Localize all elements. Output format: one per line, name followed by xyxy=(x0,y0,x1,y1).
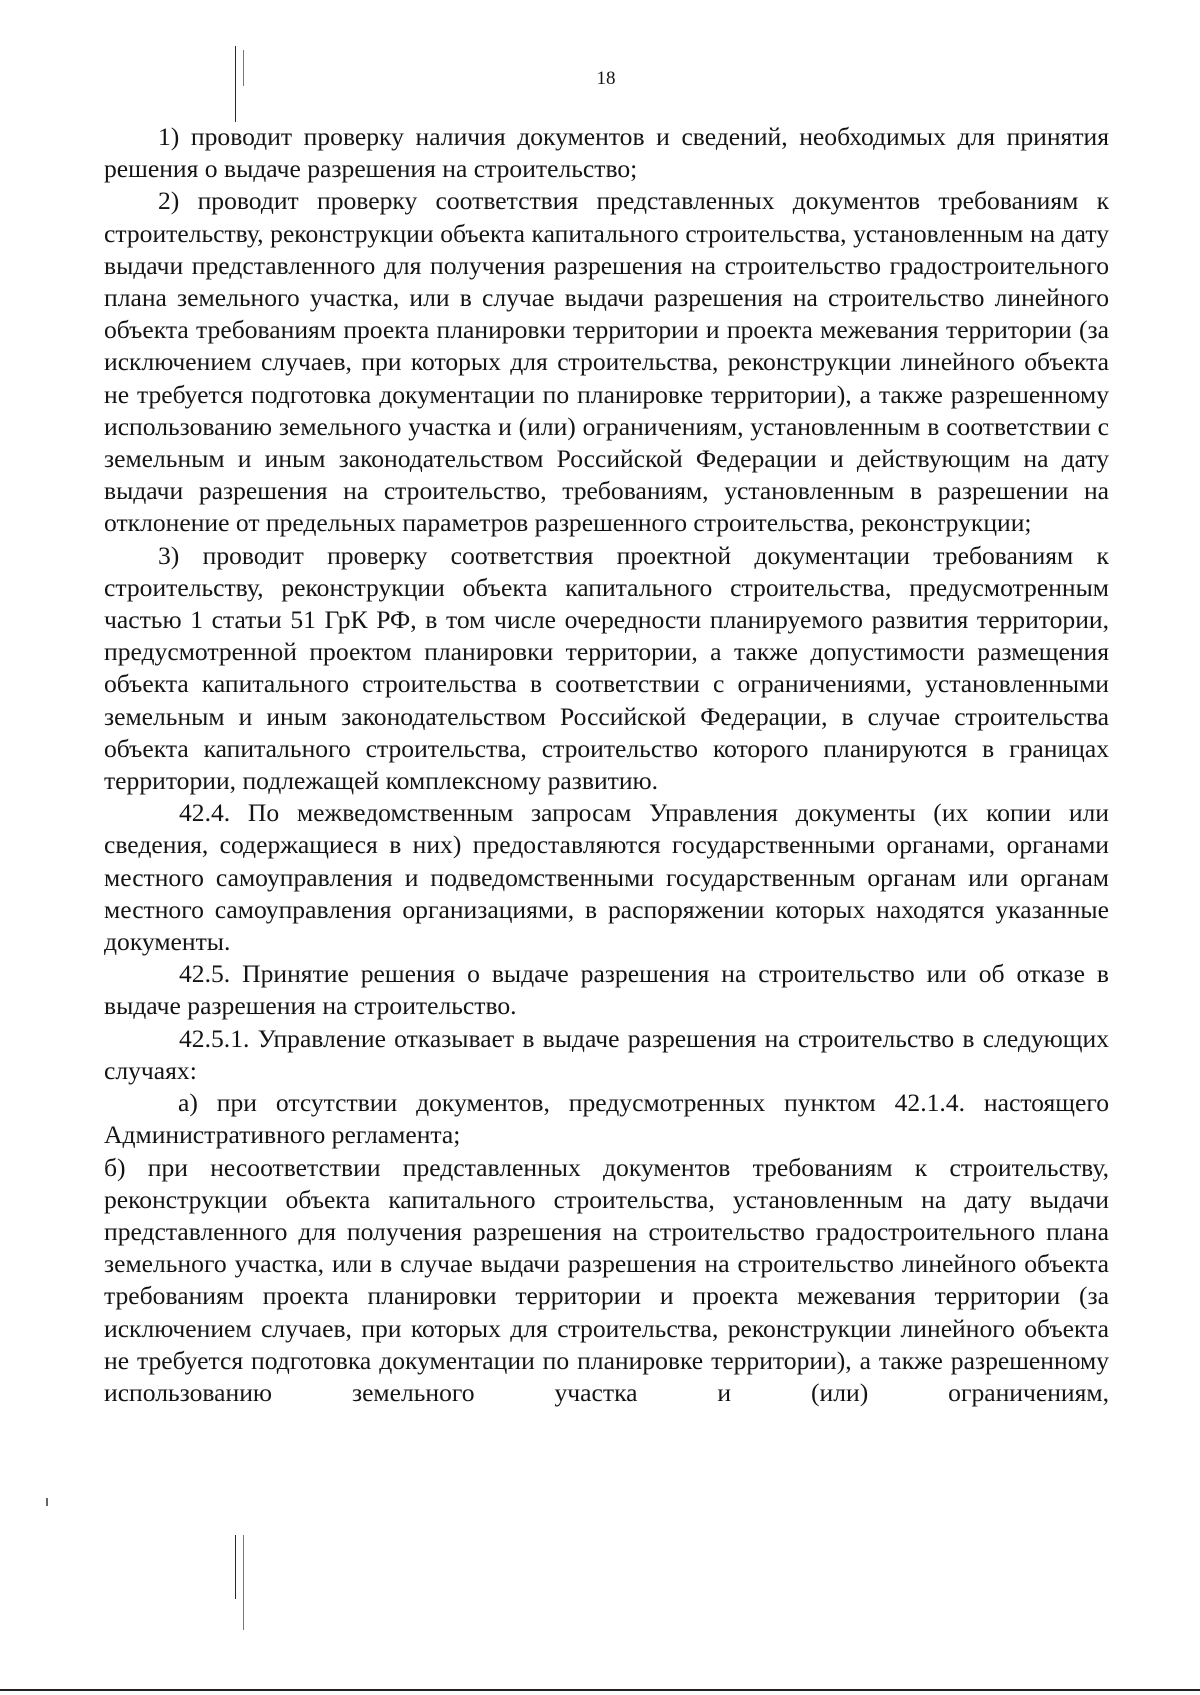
paragraph-item-2-verify-compliance: 2) проводит проверку соответствия представленных документов требованиям к строительству, реконструкции объекта капитального строительства, установленным на дату выдачи представленного для получения разрешения на строительство градостроительного плана земельного участка, или в случае выдачи разрешения на строительство линейного объекта требованиям проекта планировки территории и проекта межевания территории (за исключением случаев, при которых для строительства, реконструкции линейного объекта не требуется подготовка документации по планировке территории), а также разрешенному использованию земельного участка и (или) ограничениям, установленным в соответствии с земельным и иным законодательством Российской Федерации и действующим на дату выдачи разрешения на строительство, требованиям, установленным в разрешении на отклонение от предельных параметров разрешенного строительства, реконструкции; xyxy=(104,186,1109,538)
paragraph-item-1-verify-documents: 1) проводит проверку наличия документов и сведений, необходимых для принятия решения о выдаче разрешения на строительство; xyxy=(104,122,1109,184)
page-number: 18 xyxy=(596,68,616,89)
paragraph-subitem-a: а) при отсутствии документов, предусмотренных пунктом 42.1.4. настоящего Административного регламента; xyxy=(104,1088,1109,1150)
paragraph-subitem-b: б) при несоответствии представленных документов требованиям к строительству, реконструкции объекта капитального строительства, установленным на дату выдачи представленного для получения разрешения на строительство градостроительного плана земельного участка, или в случае выдачи разрешения на строительство линейного объекта требованиям проекта планировки территории и проекта межевания территории (за исключением случаев, при которых для строительства, реконструкции линейного объекта не требуется подготовка документации по планировке территории), а также разрешенному использованию земельного участка и (или) ограничениям, xyxy=(104,1152,1109,1407)
scan-bottom-edge xyxy=(0,1689,1200,1691)
document-body xyxy=(104,121,1109,1409)
scan-dot-left xyxy=(46,1498,48,1506)
scan-fold-mark-bottom-2 xyxy=(243,1535,244,1630)
paragraph-clause-42-4: 42.4. По межведомственным запросам Управления документы (их копии или сведения, содержащиеся в них) предоставляются государственными органами, органами местного самоуправления и подведомственными государственным органам или органам местного самоуправления организациями, в распоряжении которых находятся указанные документы. xyxy=(104,798,1109,957)
paragraph-clause-42-5-1: 42.5.1. Управление отказывает в выдаче разрешения на строительство в следующих случаях: xyxy=(104,1023,1109,1085)
paragraph-clause-42-5: 42.5. Принятие решения о выдаче разрешения на строительство или об отказе в выдаче разрешения на строительство. xyxy=(104,959,1109,1021)
scan-fold-mark-top-2 xyxy=(243,50,244,86)
paragraph-item-3-verify-project-docs: 3) проводит проверку соответствия проектной документации требованиям к строительству, реконструкции объекта капитального строительства, предусмотренным частью 1 статьи 51 ГрК РФ, в том числе очередности планируемого развития территории, предусмотренной проектом планировки территории, а также допустимости размещения объекта капитального строительства в соответствии с ограничениями, установленными земельным и иным законодательством Российской Федерации, в случае строительства объекта капитального строительства, строительство которого планируются в границах территории, подлежащей комплексному развитию. xyxy=(104,540,1109,796)
scan-fold-mark-bottom xyxy=(235,1535,236,1599)
scan-fold-mark-top xyxy=(235,46,236,122)
